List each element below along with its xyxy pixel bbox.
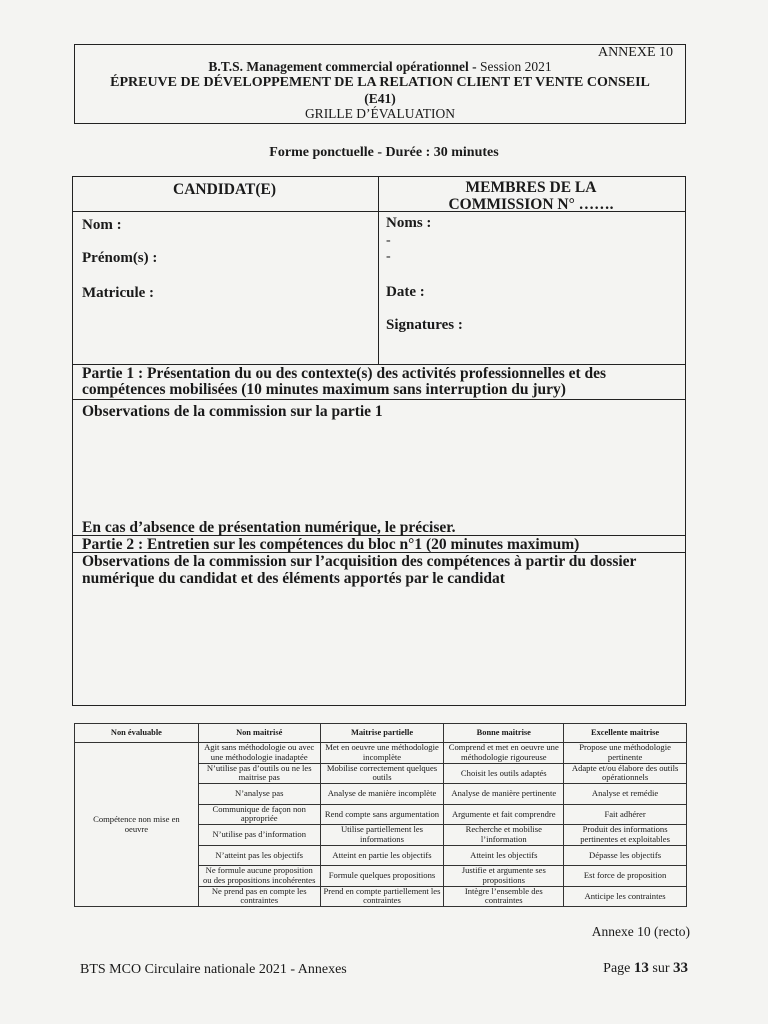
grid-cell: Communique de façon non appropriée: [198, 804, 320, 825]
prenom-field[interactable]: Prénom(s) :: [82, 250, 158, 266]
obs2-line2: numérique du candidat et des éléments apportés par le candidat: [82, 570, 505, 587]
epreuve-title: ÉPREUVE DE DÉVELOPPEMENT DE LA RELATION CLIENT ET VENTE CONSEIL: [110, 75, 650, 90]
page-total: 33: [673, 960, 688, 976]
partie1-line1: Partie 1 : Présentation du ou des contexte(s) des activités professionnelles et des: [82, 365, 607, 382]
membres-line2: COMMISSION N° …….: [448, 196, 614, 213]
divider: [73, 399, 685, 400]
grid-cell: Justifie et argumente ses propositions: [444, 866, 564, 887]
grid-cell: Adapte et/ou élabore des outils opérationnels: [564, 763, 687, 784]
obs-partie2: [82, 553, 636, 587]
forme-duree: Forme ponctuelle - Durée : 30 minutes: [269, 145, 499, 160]
grid-cell: Recherche et mobilise l’information: [444, 825, 564, 846]
grid-cell: N’utilise pas d’information: [198, 825, 320, 846]
grid-cell: Atteint les objectifs: [444, 845, 564, 866]
page-of: sur: [648, 961, 673, 976]
form-box: [72, 176, 686, 706]
grid-header: Non évaluable: [75, 724, 199, 743]
membres-line1: MEMBRES DE LA: [465, 179, 597, 196]
grid-cell: Intègre l’ensemble des contraintes: [444, 886, 564, 907]
grid-header: Non maitrisé: [198, 724, 320, 743]
partie2-heading: Partie 2 : Entretien sur les compétences du bloc n°1 (20 minutes maximum): [82, 536, 580, 553]
grid-cell: Analyse et remédie: [564, 784, 687, 805]
annexe-recto: Annexe 10 (recto): [591, 924, 690, 939]
signatures-field[interactable]: Signatures :: [386, 317, 463, 333]
header-box: [74, 44, 686, 124]
grid-cell: Agit sans méthodologie ou avec une méthodologie inadaptée: [198, 743, 320, 764]
grid-cell: Comprend et met en oeuvre une méthodologie rigoureuse: [444, 743, 564, 764]
evaluation-grid: [74, 723, 687, 907]
grid-cell: Ne prend pas en compte les contraintes: [198, 886, 320, 907]
grid-cell: Prend en compte partiellement les contraintes: [320, 886, 444, 907]
grid-cell: N’utilise pas d’outils ou ne les maitrise pas: [198, 763, 320, 784]
grid-cell: Ne formule aucune proposition ou des propositions incohérentes: [198, 866, 320, 887]
grid-cell: Analyse de manière pertinente: [444, 784, 564, 805]
page-number: [603, 960, 688, 977]
grid-header: Maitrise partielle: [320, 724, 444, 743]
grid-cell: Argumente et fait comprendre: [444, 804, 564, 825]
grid-cell: Propose une méthodologie pertinente: [564, 743, 687, 764]
grid-row: [75, 743, 687, 764]
grid-header: Excellente maitrise: [564, 724, 687, 743]
footer-title: BTS MCO Circulaire nationale 2021 - Annexes: [80, 962, 347, 977]
grid-cell: Utilise partiellement les informations: [320, 825, 444, 846]
noms-field[interactable]: Noms :: [386, 215, 432, 231]
bts-title: [75, 59, 685, 75]
noms-dash-1: -: [386, 233, 391, 248]
grid-cell: Analyse de manière incomplète: [320, 784, 444, 805]
partie1-heading: [82, 366, 606, 398]
grid-header: Bonne maitrise: [444, 724, 564, 743]
grid-cell: Rend compte sans argumentation: [320, 804, 444, 825]
grid-cell: Formule quelques propositions: [320, 866, 444, 887]
page-word: Page: [603, 961, 634, 976]
page-current: 13: [633, 960, 649, 976]
grille-title: GRILLE D’ÉVALUATION: [304, 106, 456, 121]
grid-cell: Fait adhérer: [564, 804, 687, 825]
absence-note: En cas d’absence de présentation numérique, le préciser.: [82, 519, 456, 536]
grid-cell: Choisit les outils adaptés: [444, 763, 564, 784]
matricule-field[interactable]: Matricule :: [82, 285, 155, 301]
grid-cell: Met en oeuvre une méthodologie incomplète: [320, 743, 444, 764]
grid-cell: Est force de proposition: [564, 866, 687, 887]
grid-cell: N’analyse pas: [198, 784, 320, 805]
grid-cell: N’atteint pas les objectifs: [198, 845, 320, 866]
bts-title-bold: B.T.S. Management commercial opérationnel -: [208, 59, 481, 74]
obs2-line1: Observations de la commission sur l’acquisition des compétences à partir du dossier: [82, 553, 637, 570]
annex-label: ANNEXE 10: [597, 45, 673, 60]
non-evaluable-cell: Compétence non mise en oeuvre: [75, 743, 199, 907]
grid-header-row: [75, 724, 687, 743]
grid-cell: Anticipe les contraintes: [564, 886, 687, 907]
session-label: Session 2021: [480, 59, 552, 74]
grid-cell: Produit des informations pertinentes et exploitables: [564, 825, 687, 846]
date-field[interactable]: Date :: [386, 284, 425, 300]
grid-cell: Mobilise correctement quelques outils: [320, 763, 444, 784]
membres-title: [378, 179, 684, 213]
obs-partie1: Observations de la commission sur la partie 1: [82, 403, 383, 420]
nom-field[interactable]: Nom :: [82, 217, 122, 233]
grid-cell: Dépasse les objectifs: [564, 845, 687, 866]
candidat-title: CANDIDAT(E): [173, 181, 277, 198]
epreuve-code: (E41): [364, 91, 396, 106]
partie1-line2: compétences mobilisées (10 minutes maximum sans interruption du jury): [82, 381, 566, 398]
noms-dash-2: -: [386, 249, 391, 264]
grid-cell: Atteint en partie les objectifs: [320, 845, 444, 866]
